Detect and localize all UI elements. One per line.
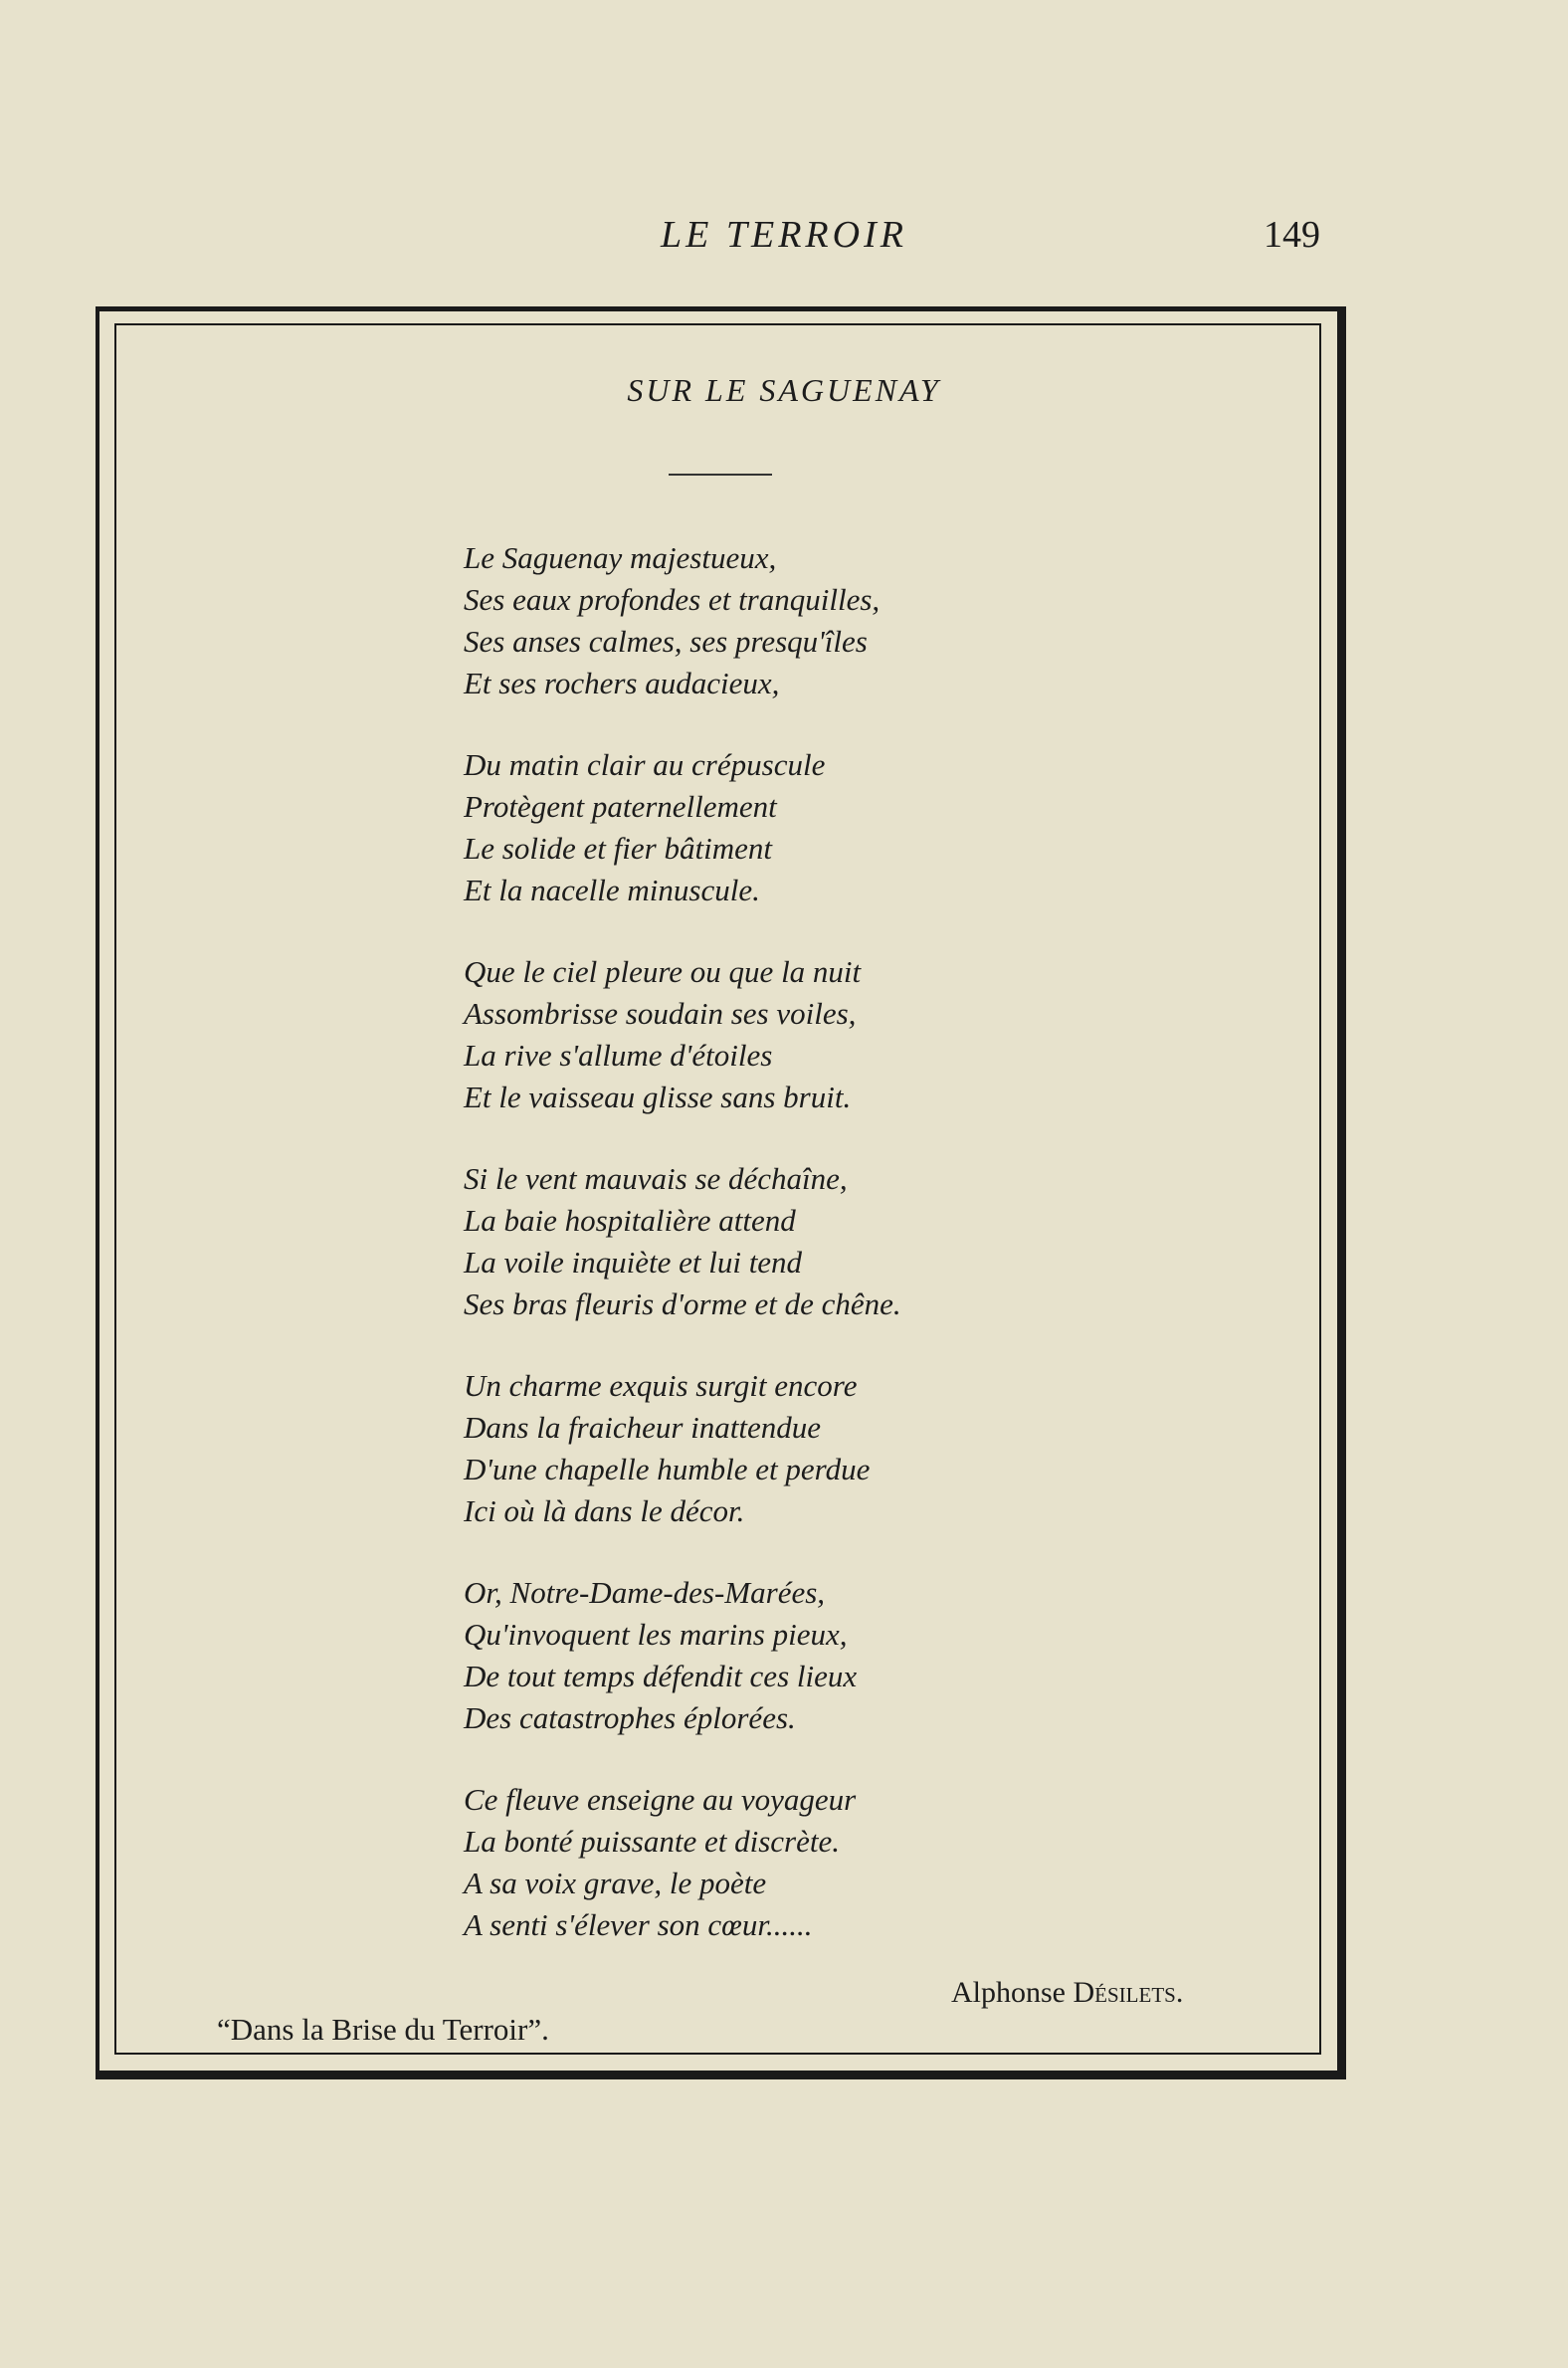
- poem-line: Et le vaisseau glisse sans bruit.: [464, 1080, 852, 1114]
- poem-line: Dans la fraicheur inattendue: [464, 1410, 822, 1445]
- poem-line: Qu'invoquent les marins pieux,: [464, 1617, 848, 1652]
- poem-line: La bonté puissante et discrète.: [464, 1824, 840, 1859]
- stanza: [464, 1572, 1279, 1739]
- poem-line: Le Saguenay majestueux,: [464, 540, 777, 575]
- poem-line: Or, Notre-Dame-des-Marées,: [464, 1575, 826, 1610]
- running-header-title: LE TERROIR: [661, 214, 907, 256]
- poem-line: Ses eaux profondes et tranquilles,: [464, 582, 881, 617]
- stanza: [464, 1158, 1279, 1325]
- author-surname: Désilets.: [1073, 1976, 1184, 2009]
- title-underline-rule: [669, 474, 772, 476]
- poem-line: Ses anses calmes, ses presqu'îles: [464, 624, 868, 659]
- author-signature: [951, 1976, 1183, 2010]
- poem-line: La baie hospitalière attend: [464, 1203, 796, 1238]
- poem-line: Protègent paternellement: [464, 789, 777, 824]
- poem-line: La rive s'allume d'étoiles: [464, 1038, 773, 1073]
- poem-line: D'une chapelle humble et perdue: [464, 1452, 871, 1486]
- stanza: [464, 537, 1279, 704]
- poem-line: Ses bras fleuris d'orme et de chêne.: [464, 1286, 901, 1321]
- stanza: [464, 1365, 1279, 1532]
- stanza: [464, 1779, 1279, 1946]
- poem-line: Si le vent mauvais se déchaîne,: [464, 1161, 848, 1196]
- poem-line: Et ses rochers audacieux,: [464, 666, 780, 700]
- poem-body: [464, 537, 1279, 1986]
- page-number: 149: [1264, 214, 1320, 256]
- poem-line: A sa voix grave, le poète: [464, 1866, 767, 1900]
- source-citation: “Dans la Brise du Terroir”.: [217, 2012, 549, 2047]
- poem-line: La voile inquiète et lui tend: [464, 1245, 803, 1280]
- poem-line: Des catastrophes éplorées.: [464, 1700, 796, 1735]
- author-first-name: Alphonse: [951, 1976, 1066, 2009]
- stanza: [464, 951, 1279, 1118]
- poem-line: Que le ciel pleure ou que la nuit: [464, 954, 862, 989]
- stanza: [464, 744, 1279, 911]
- poem-line: Ici où là dans le décor.: [464, 1493, 745, 1528]
- poem-line: A senti s'élever son cœur......: [464, 1907, 813, 1942]
- poem-line: Un charme exquis surgit encore: [464, 1368, 858, 1403]
- poem-line: Ce fleuve enseigne au voyageur: [464, 1782, 857, 1817]
- poem-line: Assombrisse soudain ses voiles,: [464, 996, 857, 1031]
- poem-line: De tout temps défendit ces lieux: [464, 1659, 858, 1693]
- poem-title: SUR LE SAGUENAY: [627, 372, 941, 408]
- poem-line: Du matin clair au crépuscule: [464, 747, 826, 782]
- poem-line: Et la nacelle minuscule.: [464, 873, 760, 907]
- poem-line: Le solide et fier bâtiment: [464, 831, 772, 866]
